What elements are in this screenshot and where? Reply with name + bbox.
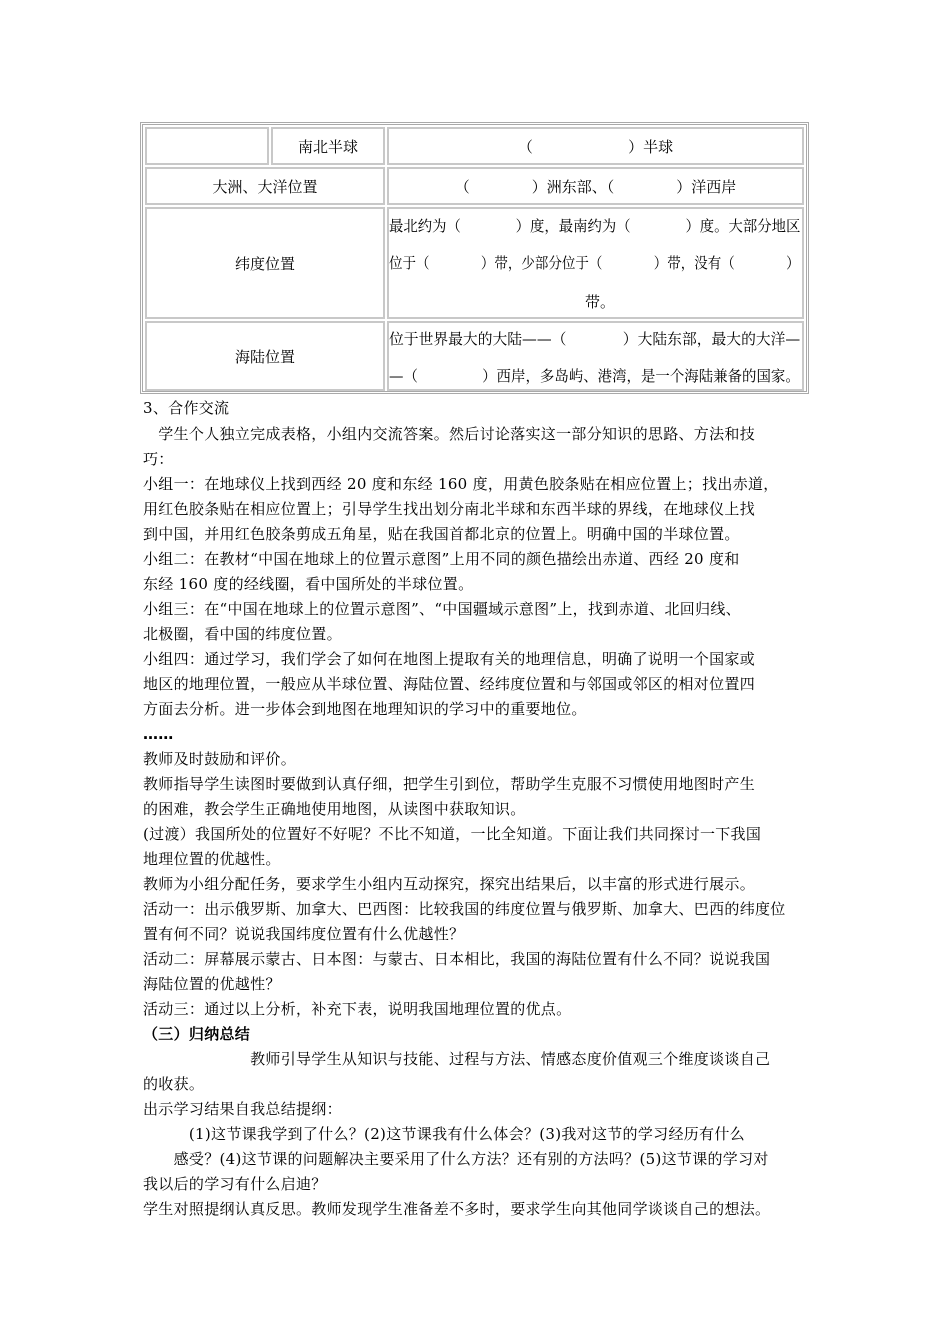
paragraph-line: 北极圈，看中国的纬度位置。 [143, 625, 342, 643]
paragraph-line: 活动二：屏幕展示蒙古、日本图：与蒙古、日本相比，我国的海陆位置有什么不同？说说我国 [143, 950, 771, 968]
paragraph-line: (1)这节课我学到了什么？(2)这节课我有什么体会？(3)我对这节的学习经历有什么 [143, 1125, 745, 1143]
table-cell-value [387, 321, 804, 391]
paragraph-line: (过渡）我国所处的位置好不好呢？不比不知道，一比全知道。下面让我们共同探讨一下我国 [143, 825, 762, 843]
paragraph-line: 教师指导学生读图时要做到认真仔细，把学生引到位，帮助学生克服不习惯使用地图时产生 [143, 775, 756, 793]
paragraph-line: 的困难，教会学生正确地使用地图，从读图中获取知识。 [143, 800, 526, 818]
section-heading: 3、合作交流 [143, 399, 230, 417]
table-cell-label [145, 167, 385, 205]
paragraph-line: 学生对照提纲认真反思。教师发现学生准备差不多时，要求学生向其他同学谈谈自己的想法。 [143, 1200, 771, 1218]
paragraph-line: 地区的地理位置，一般应从半球位置、海陆位置、经纬度位置和与邻国或邻区的相对位置四 [143, 675, 756, 693]
table-row [143, 167, 806, 205]
paragraph-line: 到中国，并用红色胶条剪成五角星，贴在我国首都北京的位置上。明确中国的半球位置。 [143, 525, 740, 543]
latitude-line-2: 位于（ ）带，少部分位于（ ）带，没有（ ） [389, 254, 800, 272]
paragraph-line: 的收获。 [143, 1075, 205, 1093]
row-label-continent-ocean: 大洲、大洋位置 [212, 177, 318, 196]
paragraph-line: 出示学习结果自我总结提纲： [143, 1100, 342, 1118]
table-cell-value [387, 167, 804, 205]
ellipsis-line: …… [143, 725, 174, 743]
table-cell-value [387, 207, 804, 319]
paragraph-line: 感受？(4)这节课的问题解决主要采用了什么方法？还有别的方法吗？(5)这节课的学习对 [143, 1150, 769, 1168]
paragraph-line: 小组二：在教材“中国在地球上的位置示意图”上用不同的颜色描绘出赤道、西经 20 度和 [143, 550, 740, 568]
table-cell-label [145, 207, 385, 319]
paragraph-line: 学生个人独立完成表格，小组内交流答案。然后讨论落实这一部分知识的思路、方法和技 [143, 425, 756, 443]
table-cell-label [271, 127, 385, 165]
location-table [140, 122, 809, 394]
continent-ocean-blank: （ ）洲东部、（ ）洋西岸 [454, 177, 737, 196]
paragraph-line: 教师及时鼓励和评价。 [143, 750, 297, 768]
paragraph-line: 我以后的学习有什么启迪？ [143, 1175, 327, 1193]
paragraph-line: 方面去分析。进一步体会到地图在地理知识的学习中的重要地位。 [143, 700, 587, 718]
paragraph-line: 活动三：通过以上分析，补充下表，说明我国地理位置的优点。 [143, 1000, 572, 1018]
table-cell-empty [145, 127, 269, 165]
table-row [143, 207, 806, 319]
paragraph-line: 巧： [143, 450, 174, 468]
paragraph-line: 教师引导学生从知识与技能、过程与方法、情感态度价值观三个维度谈谈自己 [143, 1050, 771, 1068]
hemisphere-blank: （ ）半球 [517, 137, 674, 156]
row-label-hemisphere: 南北半球 [297, 137, 358, 156]
paragraph-line: 教师为小组分配任务，要求学生小组内互动探究，探究出结果后，以丰富的形式进行展示。 [143, 875, 756, 893]
paragraph-line: 用红色胶条贴在相应位置上；引导学生找出划分南北半球和东西半球的界线，在地球仪上找 [143, 500, 756, 518]
row-label-land-sea: 海陆位置 [234, 347, 295, 366]
paragraph-line: 小组一：在地球仪上找到西经 20 度和东经 160 度，用黄色胶条贴在相应位置上；找出赤道， [143, 475, 779, 493]
latitude-line-1: 最北约为（ ）度，最南约为（ ）度。大部分地区 [389, 217, 801, 235]
row-label-latitude: 纬度位置 [234, 254, 295, 273]
paragraph-line: 置有何不同？说说我国纬度位置有什么优越性？ [143, 925, 465, 943]
table-row [143, 127, 806, 165]
table-row [143, 321, 806, 391]
land-sea-line-2: —（ ）西岸，多岛屿、港湾，是一个海陆兼备的国家。 [389, 367, 800, 385]
paragraph-line: 东经 160 度的经线圈，看中国所处的半球位置。 [143, 575, 474, 593]
paragraph-line: 活动一：出示俄罗斯、加拿大、巴西图：比较我国的纬度位置与俄罗斯、加拿大、巴西的纬度位 [143, 900, 786, 918]
paragraph-line: 小组四：通过学习，我们学会了如何在地图上提取有关的地理信息，明确了说明一个国家或 [143, 650, 756, 668]
latitude-line-3: 带。 [585, 293, 616, 311]
paragraph-line: 地理位置的优越性。 [143, 850, 281, 868]
table-cell-label [145, 321, 385, 391]
section-heading-summary: （三）归纳总结 [143, 1025, 251, 1043]
table-cell-value [387, 127, 804, 165]
land-sea-line-1: 位于世界最大的大陆——（ ）大陆东部，最大的大洋— [389, 330, 801, 348]
paragraph-line: 小组三：在“中国在地球上的位置示意图”、“中国疆域示意图”上，找到赤道、北回归线、 [143, 600, 741, 618]
paragraph-line: 海陆位置的优越性？ [143, 975, 281, 993]
